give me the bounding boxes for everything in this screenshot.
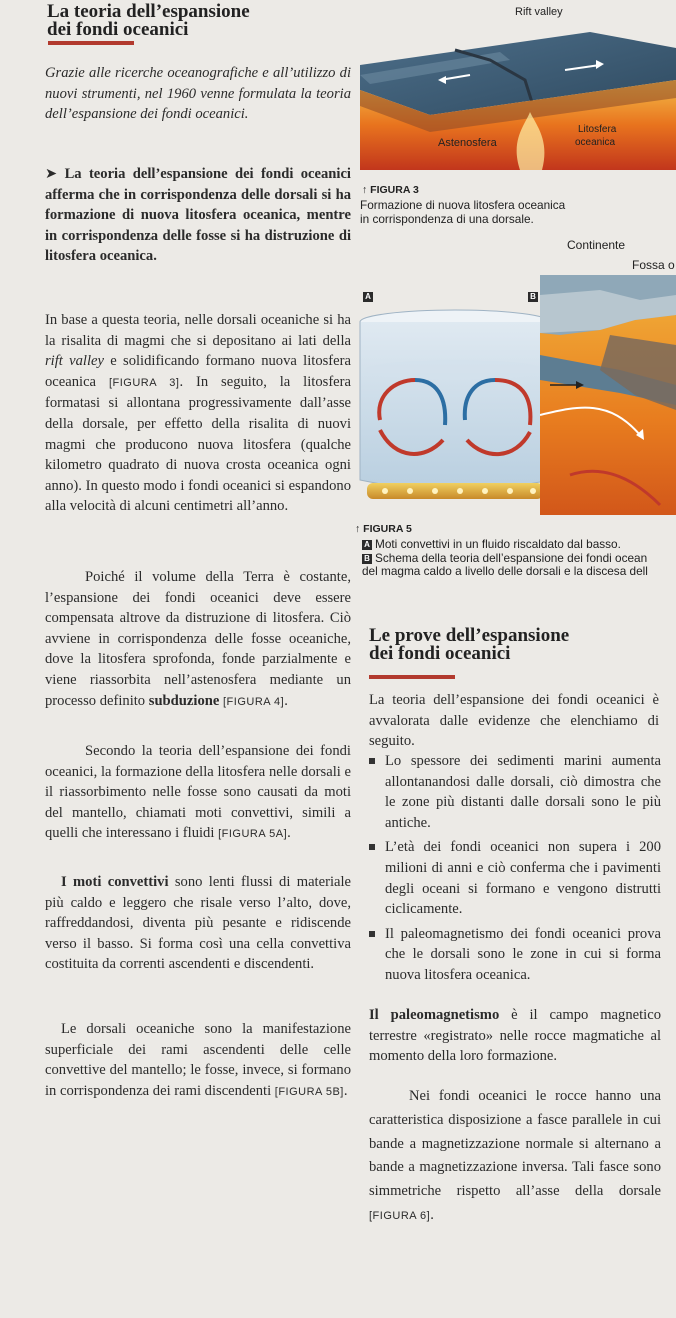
figure-3-ref[interactable]: [FIGURA 3] — [108, 376, 180, 389]
figure-5a-caption: A Moti convettivi in un fluido riscaldato dal basso. — [362, 538, 676, 552]
evidence-list — [385, 751, 661, 986]
paragraph-2: Poiché il volume della Terra è costante, l’espansione dei fondi oceanici deve essere compensata altrove da distruzione di litosfera. Ciò avviene in corrispondenza delle fosse oceaniche, dove la litosfera sprofonda, fonde parzialmente e viene riassorbita nell’astenosfera mediante un processo definito subduzione [FIGURA 4]. — [45, 569, 351, 709]
paragraph-5: Le dorsali oceaniche sono la manifestazione superficiale dei rami ascendenti delle celle convettive del mantello; le fosse, invece, si formano in corrispondenza dei rami discendenti [FIGURA 5B]. — [45, 1021, 351, 1099]
figure-3-caption: Formazione di nuova litosfera oceanica in corrispondenza di una dorsale. — [360, 198, 566, 226]
figure-5a-beaker — [355, 300, 555, 515]
evidence-item: L’età dei fondi oceanici non supera i 200 milioni di anni e ciò conferma che i pavimenti degli oceani si formano e vengono distrutti ciclicamente. — [385, 837, 661, 919]
arrow-icon: ➤ — [45, 166, 65, 182]
ridge-block-diagram — [360, 20, 676, 180]
intro-paragraph: Grazie alle ricerche oceanografiche e all’utilizzo di nuovi strumenti, nel 1960 venne formulata la teoria dell’espansione dei fondi oceanici. — [45, 65, 351, 123]
figure-6-ref[interactable]: [FIGURA 6] — [369, 1209, 431, 1222]
section-title-line2: dei fondi oceanici — [47, 19, 189, 40]
figure-4-ref[interactable]: [FIGURA 4] — [223, 695, 285, 708]
bullet-icon — [369, 931, 375, 937]
label-rift-valley: Rift valley — [515, 6, 563, 18]
subduction-diagram — [540, 275, 676, 515]
figure-5-caption-head: ↑ FIGURA 5 — [355, 523, 412, 535]
figure-5-caption: A Moti convettivi in un fluido riscaldato dal basso. B Schema della teoria dell’espansione dei fondi ocean del magma caldo a livello delle dorsali e la discesa dell — [362, 538, 676, 579]
evidence-title — [369, 627, 569, 663]
bullet-icon — [369, 844, 375, 850]
figure-5b-subduction — [540, 275, 676, 515]
label-continente: Continente — [567, 238, 626, 252]
evidence-item: Il paleomagnetismo dei fondi oceanici prova che le dorsali sono le zone in cui si forma nuova litosfera oceanica. — [385, 924, 661, 986]
bullet-icon — [369, 758, 375, 764]
figure-5b-ref[interactable]: [FIGURA 5B] — [274, 1085, 344, 1098]
evidence-title-underline — [369, 675, 455, 679]
label-astenosfera: Astenosfera — [438, 137, 497, 149]
evidence-intro: La teoria dell’espansione dei fondi oceanici è avvalorata dalle evidenze che elenchiamo di seguito. — [369, 692, 659, 750]
paleomagnetism-paragraph: Nei fondi oceanici le rocce hanno una caratteristica disposizione a fasce parallele in cui bande a magnetizzazione normale si alternano a bande a magnetizzazione inversa. Tali fasce sono simmetriche rispetto all’asse della dorsale [FIGURA 6]. — [369, 1088, 661, 1223]
beaker-convection-illustration — [355, 300, 555, 515]
figure-3-illustration — [360, 6, 676, 180]
figure-5b-caption: B Schema della teoria dell’espansione dei fondi ocean — [362, 552, 676, 566]
evidence-title-line1: Le prove dell’espansione — [369, 625, 570, 646]
key-point-paragraph: ➤ La teoria dell’espansione dei fondi oceanici afferma che in corrispondenza delle dorsali si ha formazione di nuova litosfera oceanica, mentre in corrispondenza delle fosse si ha distruzione di litosfera oceanica. — [45, 166, 351, 265]
figure-5b-badge: B — [528, 287, 541, 305]
evidence-title-line2: dei fondi oceanici — [369, 643, 511, 664]
paleomagnetism-definition: Il paleomagnetismo è il campo magnetico terrestre «registrato» nelle rocce magmatiche al momento della loro formazione. — [369, 1007, 661, 1065]
title-underline — [48, 41, 134, 45]
paragraph-1: In base a questa teoria, nelle dorsali oceaniche si ha la risalita di magmi che si depositano ai lati della rift valley e solidificando formano nuova litosfera oceanica [FIGURA 3]. In seguito, la litosfera formatasi si allontana progressivamente dall’asse della dorsale, per effetto della risalita di nuovi magmi che producono nuova litosfera (qualche kilometro quadrato di nuova crosta oceanica ogni anno). In questo modo i fondi oceanici si espandono alla velocità di alcuni centimetri all’anno. — [45, 312, 351, 515]
section-title — [47, 3, 250, 39]
label-oceanica: oceanica — [575, 137, 616, 148]
label-fossa: Fossa o — [632, 258, 675, 272]
caption-badge-a: A — [362, 540, 372, 550]
evidence-item: Lo spessore dei sedimenti marini aumenta allontanandosi dalle dorsali, ciò dimostra che le zone più distanti dalle dorsali sono le più antiche. — [385, 751, 661, 833]
paragraph-4: I moti convettivi sono lenti flussi di materiale più caldo e leggero che risale verso l’alto, dove, raffreddandosi, diventa più pesante e ridiscende verso il basso. Si forma così una cella convettiva costituita da correnti ascendenti e discendenti. — [45, 874, 352, 973]
figure-5a-badge: A — [363, 287, 376, 305]
paragraph-3: Secondo la teoria dell’espansione dei fondi oceanici, la formazione della litosfera nelle dorsali e il riassorbimento nelle fosse sono causati da moti del mantello, chiamati moti convettivi, simili a quelli che interessano i fluidi [FIGURA 5A]. — [45, 743, 351, 842]
caption-badge-b: B — [362, 554, 372, 564]
label-litosfera: Litosfera — [578, 124, 617, 135]
figure-5a-ref[interactable]: [FIGURA 5A] — [218, 828, 288, 841]
section-title-line1: La teoria dell’espansione — [47, 1, 250, 22]
figure-3-caption-head: ↑ FIGURA 3 — [362, 184, 419, 196]
